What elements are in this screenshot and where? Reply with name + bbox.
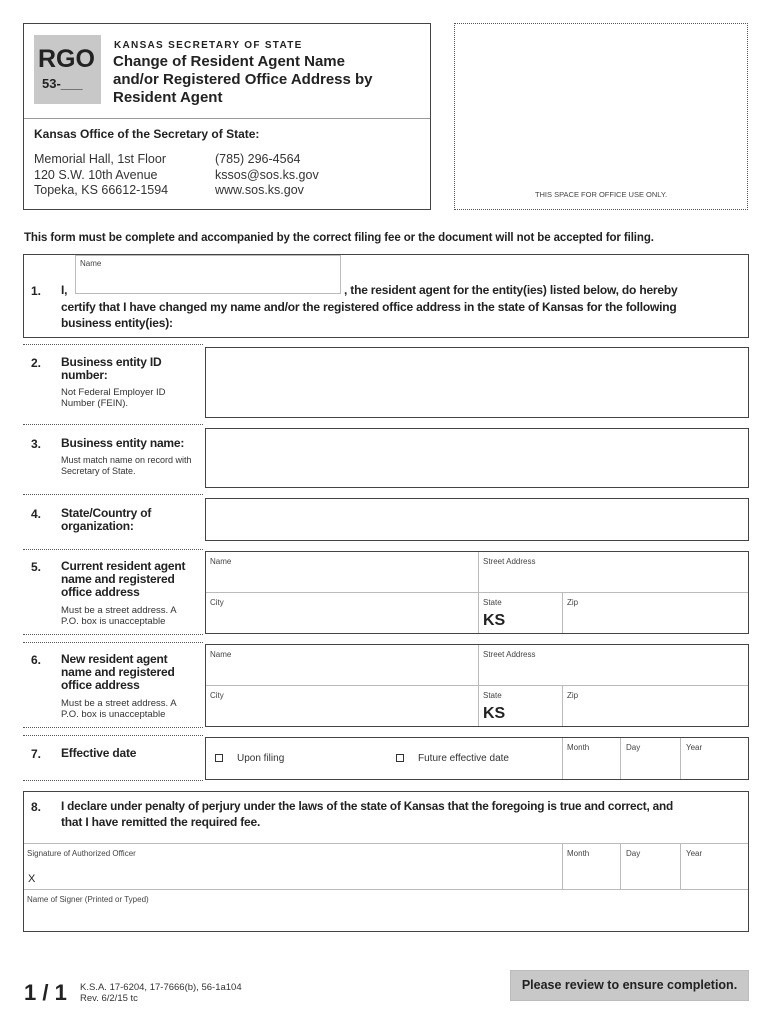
section-number: 7. bbox=[31, 747, 42, 761]
text: I, bbox=[61, 283, 68, 297]
current-street-field[interactable]: Street Address bbox=[483, 557, 536, 566]
text: that I have remitted the required fee. bbox=[61, 815, 261, 829]
title-line: Resident Agent bbox=[113, 89, 223, 106]
divider bbox=[24, 118, 430, 119]
note: Must match name on record with Secretary of State. bbox=[61, 455, 192, 476]
website-link[interactable]: www.sos.ks.gov bbox=[215, 183, 304, 197]
section-number: 3. bbox=[31, 437, 42, 451]
label: Business entity name: bbox=[61, 436, 185, 450]
review-button[interactable]: Please review to ensure completion. bbox=[510, 970, 749, 1001]
sig-year-field[interactable]: Year bbox=[686, 849, 703, 858]
office-use-box bbox=[454, 23, 748, 210]
current-state-value: KS bbox=[483, 612, 506, 629]
new-street-field[interactable]: Street Address bbox=[483, 650, 536, 659]
email-link[interactable]: kssos@sos.ks.gov bbox=[215, 167, 319, 182]
revision: Rev. 6/2/15 tc bbox=[80, 993, 138, 1004]
filing-notice: This form must be complete and accompanied by the correct filing fee or the document will not be accepted for filing. bbox=[24, 232, 654, 244]
name-input[interactable] bbox=[75, 255, 341, 294]
entity-name-input[interactable] bbox=[205, 428, 749, 488]
divider bbox=[23, 642, 203, 643]
month-field[interactable]: Month bbox=[567, 743, 590, 752]
section-number: 8. bbox=[31, 800, 42, 814]
address-line: Topeka, KS 66612-1594 bbox=[34, 183, 169, 197]
section-number: 6. bbox=[31, 653, 42, 667]
section-number: 2. bbox=[31, 356, 42, 370]
new-city-field[interactable]: City bbox=[210, 691, 224, 700]
section-number: 1. bbox=[31, 284, 42, 298]
sig-month-field[interactable]: Month bbox=[567, 849, 590, 858]
section-number: 5. bbox=[31, 560, 42, 574]
label: Effective date bbox=[61, 746, 137, 760]
agency-name: KANSAS SECRETARY OF STATE bbox=[114, 40, 303, 51]
divider bbox=[23, 344, 203, 345]
new-state-value: KS bbox=[483, 705, 506, 722]
title-line: and/or Registered Office Address by bbox=[113, 71, 373, 88]
office-address bbox=[34, 152, 168, 199]
divider bbox=[23, 549, 203, 550]
sig-day-field[interactable]: Day bbox=[626, 849, 641, 858]
office-contact bbox=[215, 152, 319, 199]
future-date-label: Future effective date bbox=[418, 753, 509, 764]
label: New resident agent name and registered office address bbox=[61, 652, 175, 692]
future-date-checkbox[interactable] bbox=[396, 754, 404, 762]
state-country-input[interactable] bbox=[205, 498, 749, 541]
form-code-badge bbox=[34, 35, 101, 104]
divider bbox=[23, 494, 203, 495]
new-state-field: State bbox=[483, 691, 502, 700]
address-line: Memorial Hall, 1st Floor bbox=[34, 152, 166, 166]
current-zip-field[interactable]: Zip bbox=[567, 598, 579, 607]
label: Current resident agent name and registered office address bbox=[61, 559, 186, 599]
text: , the resident agent for the entity(ies) listed below, do hereby bbox=[344, 283, 678, 297]
note: Must be a street address. A P.O. box is unacceptable bbox=[61, 698, 177, 720]
divider bbox=[23, 735, 203, 736]
name-label: Name bbox=[80, 259, 102, 268]
note: Must be a street address. A P.O. box is unacceptable bbox=[61, 605, 177, 627]
text: I declare under penalty of perjury under the laws of the state of Kansas that the foregoing is true and correct, and bbox=[61, 799, 673, 813]
signature-x: X bbox=[28, 873, 36, 885]
text: certify that I have changed my name and/or the registered office address in the state of Kansas for the following bbox=[61, 300, 677, 314]
note: Not Federal Employer ID Number (FEIN). bbox=[61, 387, 166, 409]
current-name-field[interactable]: Name bbox=[210, 557, 232, 566]
year-field[interactable]: Year bbox=[686, 743, 703, 752]
label: Business entity ID number: bbox=[61, 355, 162, 382]
address-line: 120 S.W. 10th Avenue bbox=[34, 167, 158, 182]
phone: (785) 296-4564 bbox=[215, 152, 301, 166]
signature-field[interactable]: Signature of Authorized Officer bbox=[27, 849, 136, 858]
day-field[interactable]: Day bbox=[626, 743, 641, 752]
office-label: Kansas Office of the Secretary of State: bbox=[34, 127, 260, 141]
new-zip-field[interactable]: Zip bbox=[567, 691, 579, 700]
text: business entity(ies): bbox=[61, 316, 173, 330]
divider bbox=[23, 424, 203, 425]
signer-name-field[interactable]: Name of Signer (Printed or Typed) bbox=[27, 895, 149, 904]
entity-id-input[interactable] bbox=[205, 347, 749, 418]
new-name-field[interactable]: Name bbox=[210, 650, 232, 659]
form-title bbox=[113, 53, 373, 107]
form-code: RGO bbox=[38, 45, 95, 73]
page-indicator: 1 / 1 bbox=[24, 980, 67, 1005]
upon-filing-checkbox[interactable] bbox=[215, 754, 223, 762]
upon-filing-label: Upon filing bbox=[237, 753, 285, 764]
office-use-text: THIS SPACE FOR OFFICE USE ONLY. bbox=[534, 190, 668, 199]
section-number: 4. bbox=[31, 507, 42, 521]
current-state-field: State bbox=[483, 598, 502, 607]
current-city-field[interactable]: City bbox=[210, 598, 224, 607]
title-line: Change of Resident Agent Name bbox=[113, 53, 345, 70]
statute-reference: K.S.A. 17-6204, 17-7666(b), 56-1a104 bbox=[80, 982, 242, 993]
form-number: 53-___ bbox=[42, 76, 83, 91]
label: State/Country of organization: bbox=[61, 506, 152, 533]
